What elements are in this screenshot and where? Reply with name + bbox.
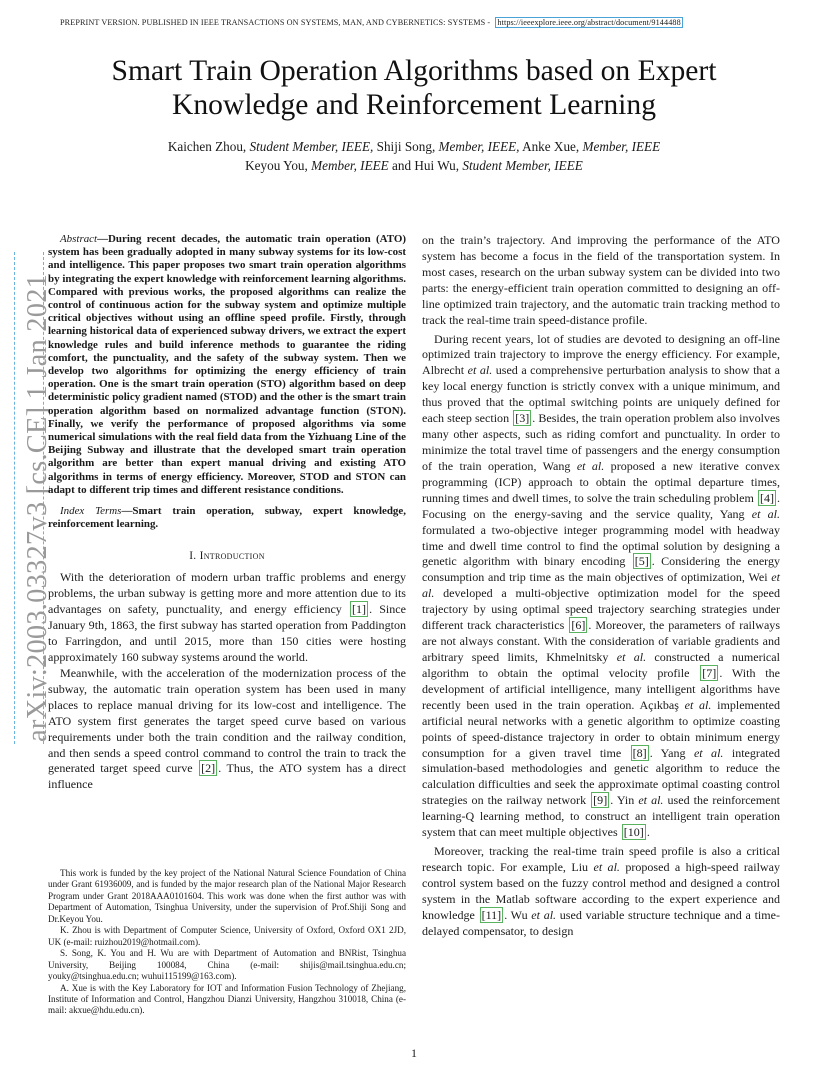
citation-link[interactable]: [2] [201, 761, 216, 776]
author-line-1: Kaichen Zhou, Student Member, IEEE, Shiji Song, Member, IEEE, Anke Xue, Member, IEEE [167, 139, 661, 154]
footnote: S. Song, K. You and H. Wu are with Department of Automation and BNRist, Tsinghua University, Beijing 100084, China (e-mail: shijis@mail.tsinghua.edu.cn; youky@tsinghua.edu.cn; wuhui115199@163.com). [48, 948, 406, 982]
right-column [422, 233, 780, 940]
right-paragraph-2: Moreover, tracking the real-time train speed profile is also a critical research topic. For example, Liu et al. proposed a high-speed railway control system based on the fuzzy control method and designed a control system in the Matlab software according to the expert experience and knowledge [11] . Wu et al. used variable structure technique and a time-delayed compensator, to design [422, 844, 780, 938]
header-url-link[interactable]: https://ieeexplore.ieee.org/abstract/document/9144488 [497, 18, 681, 27]
page-number: 1 [411, 1046, 417, 1060]
running-header [60, 18, 768, 27]
author-block [40, 137, 788, 175]
footnote: This work is funded by the key project of the National Natural Science Foundation of China under Grant 61936009, and is funded by the major research plan of the National Major Research Program under Grant 2018AAA0101604. This work was done when the first author was with Department of Automation, Tsinghua University, under the supervision of Prof.Shiji Song and Dr.Keyou You. [48, 868, 406, 924]
section-heading-introduction: I. Introduction [189, 550, 265, 563]
citation-link[interactable]: [5] [634, 554, 649, 569]
index-terms-label: Index Terms [60, 505, 122, 518]
right-paragraph-1: During recent years, lot of studies are devoted to designing an off-line optimized train trajectory to improve the energy efficiency. For example, Albrecht et al. used a comprehensive perturbation analysis to show that a key local energy function is strictly convex with a unique minimum, and thus proved that the optimal switching points are uniquely defined for each steep section [3] . Besides, the train operation problem also involves many other aspects, such as riding comfort and punctuality. In order to minimize the total travel time of passengers and the energy consumption of the train operation, Wang et al. proposed a new iterative convex programming (ICP) approach to obtain the optimal departure times, running times and dwell times, to solve the train scheduling problem [4] . Focusing on the energy-saving and the service quality, Yang et al. formulated a two-objective integer programming model with headway time and dwell time control to find the optimal solution by designing a genetic algorithm with binary encoding [5] . Considering the energy consumption and trip time as the main objectives of optimization, Wei et al. developed a multi-objective optimization model for the speed trajectory by using optimal speed trajectory searching strategies under different track characteristics [6] . Moreover, the parameters of railways are not always constant. With the consideration of variable gradients and arbitrary speed limits, Khmelnitsky et al. constructed a numerical algorithm to obtain the optimal velocity profile [7] . With the development of artificial intelligence, many intelligent algorithms have recently been used in the train operation. Açıkbaş et al. implemented artificial neural networks with a genetic algorithm to optimize coasting points of speed-distance trajectory in order to obtain minimum energy consumption for a given travel time [8] . Yang et al. integrated simulation-based methodologies and genetic algorithm to reduce the calculation difficulties and seek the approximate optimal coasting control strategies on the railway network [9] . Yin et al. used the reinforcement learning-Q learning method, to construct an intelligent train operation system that can meet multiple objectives [10] . [422, 331, 781, 840]
citation-link[interactable]: [7] [702, 665, 717, 680]
author-line-2: Keyou You, Member, IEEE and Hui Wu, Student Member, IEEE [245, 158, 583, 173]
right-paragraph-0: on the train’s trajectory. And improving the performance of the ATO system has become a focus in the field of the transportation system. In most cases, research on the urban subway system can be divided into two parts: the energy-efficient train operation committed to designing an off-line optimized train trajectory, and the automatic train tracking method to track the real-time train speed-distance profile. [422, 233, 780, 327]
intro-paragraph-2: Meanwhile, with the acceleration of the modernization process of the subway, the automatic train operation system has been used in many places to replace manual driving for its low-cost and intelligence. The ATO system first generates the target speed curve based on various requirements under both the train condition and the railway condition, and then sends a speed control command to control the train to track the generated target speed curve [2] . Thus, the ATO system has a direct influence [48, 665, 406, 792]
citation-link[interactable]: [11] [481, 907, 502, 922]
citation-link[interactable]: [6] [571, 618, 586, 633]
arxiv-id-text[interactable]: arXiv:2003.03327v3 [cs.CE] 1 Jan 2021 [22, 273, 53, 742]
footnote: K. Zhou is with Department of Computer Science, University of Oxford, Oxford OX1 2JD, UK (e-mail: ruizhou2019@hotmail.com). [48, 925, 406, 947]
header-text: PREPRINT VERSION. PUBLISHED IN IEEE TRANSACTIONS ON SYSTEMS, MAN, AND CYBERNETICS: SYSTEMS - [60, 18, 491, 27]
intro-paragraph-1: With the deterioration of modern urban traffic problems and energy problems, the urban subway is getting more and more attention due to its advantages on safety, punctuality, and energy efficiency [1] . Since January 9th, 1863, the first subway has started operation from Paddington to Farringdon, and until 2015, more than 150 cities were hosting approximately 160 subway systems around the world. [48, 570, 406, 664]
citation-link[interactable]: [4] [759, 490, 774, 505]
index-terms-text: —Smart train operation, subway, expert knowledge, reinforcement learning. [48, 505, 406, 531]
abstract-label: Abstract [60, 233, 98, 245]
citation-link[interactable]: [9] [593, 793, 608, 808]
index-terms [48, 505, 406, 531]
footnotes [48, 868, 406, 1017]
left-column [48, 233, 406, 793]
abstract [48, 233, 406, 497]
paper-title: Smart Train Operation Algorithms based on Expert Knowledge and Reinforcement Learning [111, 55, 717, 121]
citation-link[interactable]: [10] [623, 825, 644, 840]
citation-link[interactable]: [3] [515, 411, 530, 426]
citation-link[interactable]: [1] [352, 602, 367, 617]
footnote: A. Xue is with the Key Laboratory for IOT and Information Fusion Technology of Zhejiang, Institute of Information and Control, Hangzhou Dianzi University, Hangzhou 310018, China (e-mail: akxue@hdu.edu.cn). [48, 982, 406, 1016]
abstract-text: —During recent decades, the automatic train operation (ATO) system has been gradually adopted in many subway systems for its low-cost and intelligence. This paper proposes two smart train operation algorithms by integrating the expert knowledge with reinforcement learning algorithms. Compared with previous works, the proposed algorithms can realize the control of continuous action for the subway system and optimize multiple critical objectives without using an offline speed profile. Firstly, through learning historical data of experienced subway drivers, we extract the expert knowledge rules and build inference methods to guarantee the riding comfort, the punctuality, and the safety of the subway system. Then we develop two algorithms for optimizing the energy efficiency of train operation. One is the smart train operation (STO) algorithm based on deep deterministic policy gradient named (STOD) and the other is the smart train operation algorithm based on normalized advantage function (STON). Finally, we verify the performance of proposed algorithms via some numerical simulations with the real field data from the Yizhuang Line of the Beijing Subway and illustrate that the developed smart train operation algorithm are better than expert manual driving and existing ATO algorithms in terms of energy efficiency. Moreover, STOD and STON can adapt to different trip times and different resistance conditions. [48, 233, 406, 496]
citation-link[interactable]: [8] [632, 745, 647, 760]
